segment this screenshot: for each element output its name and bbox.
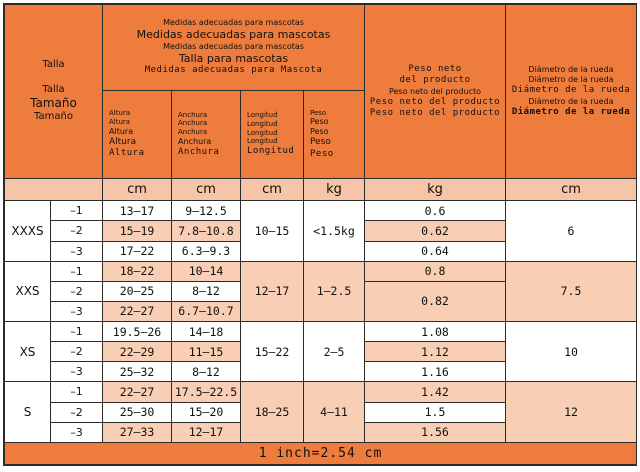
diametro-line-5: Diámetro de la rueda	[511, 106, 631, 117]
sub-size: –2	[51, 221, 103, 241]
sub-size: –2	[51, 281, 103, 301]
longitud-line-2: Longitud	[247, 119, 278, 128]
medidas-line-1: Medidas adecuadas para mascotas	[163, 17, 304, 27]
tamano-line-1: Tamaño	[30, 96, 77, 111]
anchura-value: 7.8–10.8	[172, 221, 241, 241]
sub-size: –1	[51, 382, 103, 402]
table-row	[5, 261, 637, 281]
peso-neto-value: 1.42	[365, 382, 506, 402]
sub-size: –3	[51, 301, 103, 321]
peso-neto-line-4: Peso neto del producto	[369, 96, 501, 107]
sub-size: –3	[51, 362, 103, 382]
peso-value: 4–11	[304, 382, 365, 442]
altura-value: 13–17	[103, 201, 172, 221]
peso-neto-value: 0.82	[365, 281, 506, 321]
anchura-value: 12–17	[172, 422, 241, 442]
medidas-line-3: Medidas adecuadas para mascotas	[163, 41, 304, 51]
anchura-line-1: Anchura	[178, 110, 208, 119]
peso-line-2: Peso	[310, 117, 329, 127]
peso-neto-value: 0.8	[365, 261, 506, 281]
sub-size: –1	[51, 322, 103, 342]
size-name-xs: XS	[5, 322, 51, 382]
medidas-line-4: Talla para mascotas	[178, 51, 289, 65]
peso-neto-line-1: Peso neto	[408, 64, 462, 75]
anchura-value: 6.7–10.7	[172, 301, 241, 321]
longitud-value: 15–22	[241, 322, 304, 382]
anchura-line-2: Anchura	[178, 119, 208, 128]
peso-line-3: Peso	[310, 127, 329, 137]
anchura-line-4: Anchura	[178, 136, 212, 146]
peso-neto-value: 0.62	[365, 221, 506, 241]
peso-neto-value: 1.16	[365, 362, 506, 382]
peso-value: <1.5kg	[304, 201, 365, 261]
altura-line-5: Altura	[109, 148, 145, 159]
anchura-value: 10–14	[172, 261, 241, 281]
unit-peso: kg	[304, 179, 365, 201]
sub-size: –2	[51, 402, 103, 422]
talla-line-1: Talla	[42, 59, 65, 71]
anchura-value: 11–15	[172, 342, 241, 362]
anchura-value: 6.3–9.3	[172, 241, 241, 261]
diametro-line-2: Diámetro de la rueda	[528, 75, 614, 85]
diametro-header	[506, 5, 637, 179]
altura-value: 15–19	[103, 221, 172, 241]
inch-conversion-note: 1 inch=2.54 cm	[5, 442, 637, 464]
size-name-xxxs: XXXS	[5, 201, 51, 261]
peso-neto-value: 0.6	[365, 201, 506, 221]
longitud-line-5: Longitud	[247, 146, 295, 157]
altura-value: 25–30	[103, 402, 172, 422]
anchura-header	[172, 90, 241, 179]
longitud-value: 12–17	[241, 261, 304, 321]
anchura-line-3: Anchura	[178, 128, 208, 137]
peso-line-1: Peso	[310, 108, 327, 117]
unit-diametro: cm	[506, 179, 637, 201]
altura-value: 17–22	[103, 241, 172, 261]
size-name-xxs: XXS	[5, 261, 51, 321]
unit-longitud: cm	[241, 179, 304, 201]
altura-line-3: Altura	[109, 126, 134, 136]
diametro-value: 10	[506, 322, 637, 382]
altura-value: 27–33	[103, 422, 172, 442]
peso-value: 1–2.5	[304, 261, 365, 321]
longitud-line-1: Longitud	[247, 111, 278, 120]
anchura-value: 8–12	[172, 362, 241, 382]
altura-header	[103, 90, 172, 179]
diametro-value: 12	[506, 382, 637, 442]
talla-header	[5, 5, 103, 179]
peso-value: 2–5	[304, 322, 365, 382]
peso-line-5: Peso	[310, 148, 334, 159]
peso-neto-value: 1.08	[365, 322, 506, 342]
peso-header	[304, 90, 365, 179]
size-chart	[3, 3, 637, 466]
sub-size: –1	[51, 201, 103, 221]
peso-line-4: Peso	[310, 137, 331, 148]
peso-neto-value: 0.64	[365, 241, 506, 261]
longitud-value: 18–25	[241, 382, 304, 442]
table-row	[5, 322, 637, 342]
diametro-value: 6	[506, 201, 637, 261]
peso-neto-line-5: Peso neto del producto	[369, 107, 501, 118]
altura-line-4: Altura	[109, 136, 137, 147]
longitud-line-3: Longitud	[247, 128, 278, 137]
medidas-header	[103, 5, 365, 91]
altura-value: 20–25	[103, 281, 172, 301]
table-row	[5, 201, 637, 221]
unit-peso-neto: kg	[365, 179, 506, 201]
longitud-header	[241, 90, 304, 179]
unit-spacer	[5, 179, 103, 201]
diametro-line-1: Diámetro de la rueda	[528, 65, 614, 75]
peso-neto-header	[365, 5, 506, 179]
diametro-line-3: Diámetro de la rueda	[511, 85, 631, 96]
anchura-line-5: Anchura	[178, 146, 220, 157]
anchura-value: 8–12	[172, 281, 241, 301]
altura-line-1: Altura	[109, 109, 131, 118]
sub-size: –2	[51, 342, 103, 362]
tamano-line-2: Tamaño	[34, 111, 73, 123]
anchura-value: 15–20	[172, 402, 241, 422]
altura-line-2: Altura	[109, 118, 131, 127]
sub-size: –3	[51, 422, 103, 442]
altura-value: 22–27	[103, 382, 172, 402]
peso-neto-line-2: del producto	[399, 75, 471, 86]
talla-line-2: Talla	[42, 83, 65, 95]
altura-value: 25–32	[103, 362, 172, 382]
peso-neto-line-3: Peso neto del producto	[388, 86, 482, 96]
peso-neto-value: 1.5	[365, 402, 506, 422]
medidas-line-2: Medidas adecuadas para mascotas	[136, 27, 331, 41]
sub-size: –3	[51, 241, 103, 261]
unit-altura: cm	[103, 179, 172, 201]
altura-value: 22–27	[103, 301, 172, 321]
anchura-value: 9–12.5	[172, 201, 241, 221]
medidas-line-5: Medidas adecuadas para Mascota	[144, 65, 323, 76]
altura-value: 18–22	[103, 261, 172, 281]
altura-value: 22–29	[103, 342, 172, 362]
anchura-value: 17.5–22.5	[172, 382, 241, 402]
longitud-value: 10–15	[241, 201, 304, 261]
peso-neto-value: 1.12	[365, 342, 506, 362]
anchura-value: 14–18	[172, 322, 241, 342]
size-table	[4, 4, 637, 465]
size-name-s: S	[5, 382, 51, 442]
peso-neto-value: 1.56	[365, 422, 506, 442]
diametro-value: 7.5	[506, 261, 637, 321]
altura-value: 19.5–26	[103, 322, 172, 342]
sub-size: –1	[51, 261, 103, 281]
unit-anchura: cm	[172, 179, 241, 201]
longitud-line-4: Longitud	[247, 137, 278, 146]
diametro-line-4: Diámetro de la rueda	[528, 96, 614, 106]
table-row	[5, 382, 637, 402]
